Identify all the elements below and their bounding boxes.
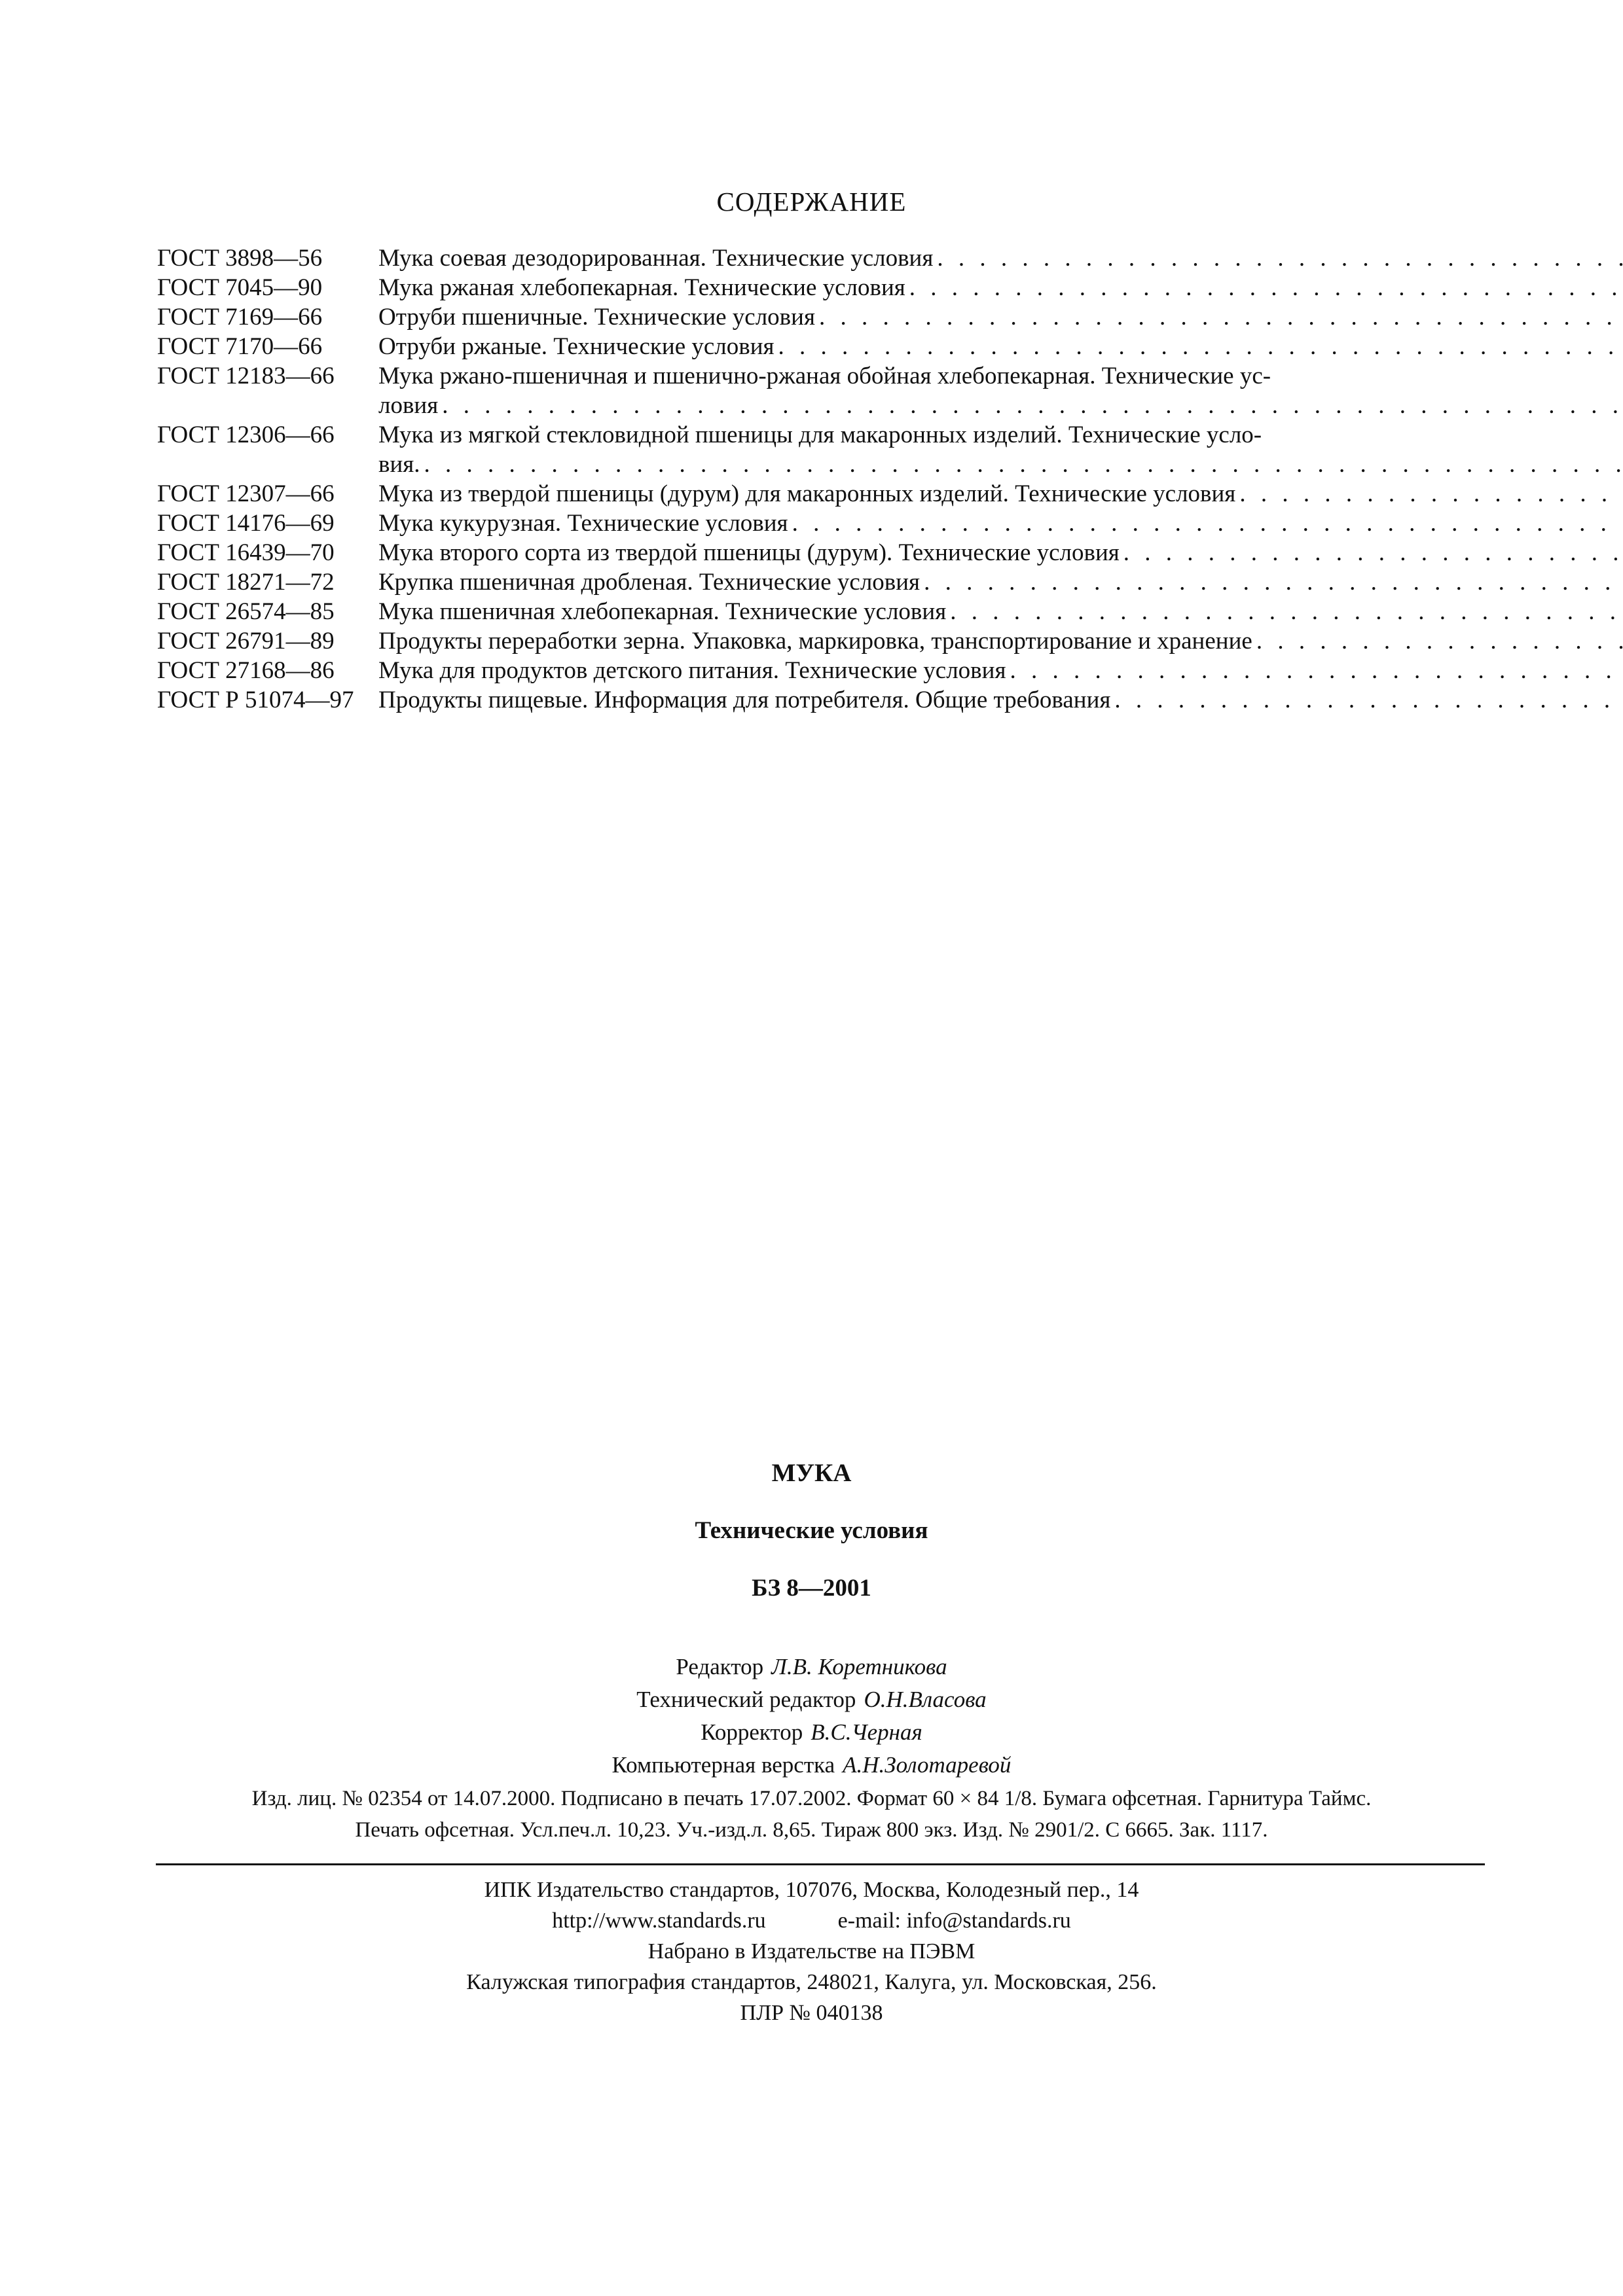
toc-standard-number: ГОСТ 26791—89 — [157, 628, 335, 655]
toc-line — [378, 626, 1623, 656]
toc-title: СОДЕРЖАНИЕ — [716, 187, 907, 217]
toc-standard-number: ГОСТ 12183—66 — [157, 363, 335, 389]
toc-line — [378, 685, 1623, 715]
toc-standard-number: ГОСТ 7169—66 — [157, 304, 323, 331]
dot-leader — [1006, 656, 1623, 685]
toc-line — [378, 332, 1623, 361]
credit-person: О.Н.Власова — [864, 1687, 987, 1712]
toc-line — [378, 450, 1623, 479]
toc-entry-body — [378, 420, 1623, 479]
toc-entry-title: Мука ржаная хлебопекарная. Технические условия — [378, 274, 905, 301]
table-of-contents — [157, 243, 1460, 715]
toc-entry — [157, 479, 1460, 509]
toc-standard-number: ГОСТ 18271—72 — [157, 569, 335, 596]
dot-leader — [815, 302, 1623, 332]
toc-entry-body — [378, 597, 1623, 626]
publisher-block — [0, 1874, 1623, 2028]
credit-role: Технический редактор — [636, 1687, 856, 1712]
toc-entry — [157, 420, 1460, 479]
toc-standard-number: ГОСТ 7045—90 — [157, 274, 323, 301]
toc-entry-title: Продукты переработки зерна. Упаковка, маркировка, транспортирование и хранение — [378, 628, 1252, 655]
dot-leader — [1252, 626, 1623, 656]
toc-entry-body — [378, 509, 1623, 538]
toc-line — [378, 567, 1623, 597]
dot-leader — [1110, 685, 1623, 715]
toc-standard-number: ГОСТ 27168—86 — [157, 657, 335, 684]
toc-entry-title: Продукты пищевые. Информация для потребителя. Общие требования — [378, 687, 1111, 713]
toc-entry-body — [378, 361, 1623, 420]
toc-entry — [157, 509, 1460, 538]
divider-rule — [156, 1863, 1485, 1865]
credit-line — [0, 1651, 1623, 1683]
toc-entry — [157, 685, 1460, 715]
toc-line — [378, 656, 1623, 685]
toc-entry-body — [378, 538, 1623, 567]
credit-person: А.Н.Золотаревой — [843, 1752, 1012, 1778]
toc-entry — [157, 626, 1460, 656]
toc-entry-title: Мука второго сорта из твердой пшеницы (дурум). Технические условия — [378, 539, 1120, 566]
toc-line — [378, 479, 1623, 509]
credit-role: Компьютерная верстка — [611, 1752, 835, 1778]
dot-leader — [933, 243, 1623, 273]
website-link[interactable]: http://www.standards.ru — [552, 1909, 766, 1933]
credits-block — [0, 1651, 1623, 1782]
toc-entry — [157, 243, 1460, 273]
dot-leader — [788, 509, 1623, 538]
toc-entry — [157, 538, 1460, 567]
toc-line — [378, 391, 1623, 420]
toc-entry-title: Мука из мягкой стекловидной пшеницы для макаронных изделий. Технические усло- — [378, 422, 1262, 448]
toc-line — [378, 538, 1623, 567]
toc-entry-title: Отруби ржаные. Технические условия — [378, 333, 775, 360]
toc-entry-body — [378, 626, 1623, 656]
toc-standard-number: ГОСТ Р 51074—97 — [157, 687, 354, 713]
toc-entry-title: Мука ржано-пшеничная и пшенично-ржаная обойная хлебопекарная. Технические ус- — [378, 363, 1271, 389]
credit-line — [0, 1683, 1623, 1716]
toc-line — [378, 302, 1623, 332]
credit-line — [0, 1749, 1623, 1782]
dot-leader — [438, 391, 1623, 420]
email-link[interactable]: e-mail: info@standards.ru — [837, 1909, 1071, 1933]
dot-leader — [1235, 479, 1623, 509]
dot-leader — [775, 332, 1623, 361]
toc-entry-title: Мука кукурузная. Технические условия — [378, 510, 788, 537]
toc-entry-body — [378, 302, 1623, 332]
toc-entry-body — [378, 567, 1623, 597]
toc-entry — [157, 332, 1460, 361]
imprint-line: Печать офсетная. Усл.печ.л. 10,23. Уч.-изд.л. 8,65. Тираж 800 экз. Изд. № 2901/2. С 6665. Зак. 1117. — [355, 1818, 1268, 1842]
colophon-code: БЗ 8—2001 — [752, 1575, 871, 1602]
typeset-note: Набрано в Издательстве на ПЭВМ — [647, 1939, 976, 1964]
toc-line — [378, 597, 1623, 626]
credit-role: Корректор — [701, 1719, 803, 1745]
toc-entry-body — [378, 243, 1623, 273]
dot-leader — [946, 597, 1623, 626]
toc-entry-body — [378, 656, 1623, 685]
imprint-line: Изд. лиц. № 02354 от 14.07.2000. Подписано в печать 17.07.2002. Формат 60 × 84 1/8. Бумага офсетная. Гарнитура Таймс. — [251, 1787, 1372, 1810]
toc-entry — [157, 567, 1460, 597]
toc-entry-title: вия. — [378, 451, 420, 478]
toc-standard-number: ГОСТ 12306—66 — [157, 422, 335, 448]
toc-entry-body — [378, 479, 1623, 509]
publisher-address: ИПК Издательство стандартов, 107076, Москва, Колодезный пер., 14 — [484, 1878, 1139, 1902]
toc-entry-body — [378, 332, 1623, 361]
toc-entry — [157, 361, 1460, 420]
toc-entry-title: Мука из твердой пшеницы (дурум) для макаронных изделий. Технические условия — [378, 480, 1236, 507]
toc-line — [378, 243, 1623, 273]
toc-entry-title: ловия — [378, 392, 439, 419]
toc-entry-title: Крупка пшеничная дробленая. Технические условия — [378, 569, 921, 596]
dot-leader — [420, 450, 1623, 479]
imprint-block — [0, 1783, 1623, 1846]
plr-number: ПЛР № 040138 — [740, 2001, 883, 2025]
printer-address: Калужская типография стандартов, 248021, Калуга, ул. Московская, 256. — [466, 1970, 1157, 1994]
credit-role: Редактор — [676, 1654, 764, 1679]
toc-entry — [157, 597, 1460, 626]
credit-line — [0, 1716, 1623, 1749]
toc-entry-title: Мука для продуктов детского питания. Технические условия — [378, 657, 1006, 684]
toc-entry — [157, 273, 1460, 302]
publisher-contacts — [0, 1905, 1623, 1936]
dot-leader — [920, 567, 1623, 597]
toc-entry-body — [378, 273, 1623, 302]
toc-entry-title: Мука соевая дезодорированная. Технические условия — [378, 245, 934, 272]
toc-entry-body — [378, 685, 1623, 715]
toc-standard-number: ГОСТ 26574—85 — [157, 598, 335, 625]
credit-person: Л.В. Коретникова — [771, 1654, 947, 1679]
dot-leader — [905, 273, 1623, 302]
toc-standard-number: ГОСТ 16439—70 — [157, 539, 335, 566]
colophon-subtitle: Технические условия — [695, 1517, 928, 1544]
toc-line — [378, 273, 1623, 302]
toc-standard-number: ГОСТ 7170—66 — [157, 333, 323, 360]
toc-standard-number: ГОСТ 12307—66 — [157, 480, 335, 507]
toc-standard-number: ГОСТ 3898—56 — [157, 245, 323, 272]
toc-line — [378, 509, 1623, 538]
credit-person: В.С.Черная — [811, 1719, 922, 1745]
toc-entry-title: Отруби пшеничные. Технические условия — [378, 304, 815, 331]
toc-entry — [157, 656, 1460, 685]
dot-leader — [1120, 538, 1623, 567]
colophon-title: МУКА — [771, 1459, 852, 1487]
toc-entry-title: Мука пшеничная хлебопекарная. Технические условия — [378, 598, 947, 625]
toc-standard-number: ГОСТ 14176—69 — [157, 510, 335, 537]
toc-entry — [157, 302, 1460, 332]
